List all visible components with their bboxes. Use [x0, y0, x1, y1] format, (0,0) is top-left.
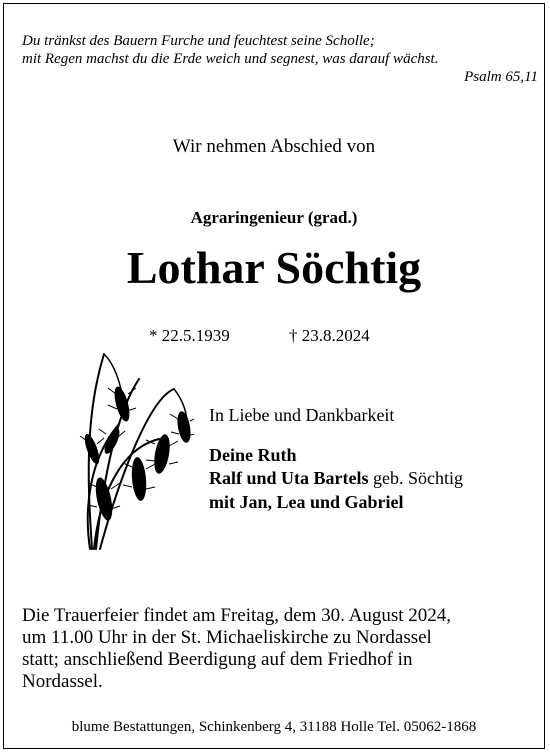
funeral-home-footer: blume Bestattungen, Schinkenberg 4, 31188 Holle Tel. 05062-1868 [71, 719, 477, 735]
service-line-3: statt; anschließend Beerdigung auf dem Friedhof in [22, 649, 413, 670]
deceased-name: Lothar Söchtig [126, 242, 422, 293]
mourner-spouse: Deine Ruth [209, 444, 297, 465]
bible-verse [22, 32, 538, 86]
service-line-1: Die Trauerfeier findet am Freitag, dem 30. August 2024, [22, 605, 452, 626]
mourner-maiden-name: geb. Söchtig [368, 468, 464, 488]
mourner-children: Ralf und Uta Bartels [209, 468, 369, 488]
service-line-4: Nordassel. [22, 671, 103, 692]
verse-line-1: Du tränkst des Bauern Furche und feuchtest seine Scholle; [22, 33, 375, 49]
mourner-line-1 [209, 444, 463, 468]
funeral-service-info [22, 605, 542, 693]
birth-date: * 22.5.1939 [149, 326, 230, 345]
mourner-line-2 [209, 467, 463, 491]
farewell-intro: Wir nehmen Abschied von [172, 136, 376, 157]
service-line-2: um 11.00 Uhr in der St. Michaeliskirche zu Nordassel [22, 627, 432, 648]
dedication-line: In Liebe und Dankbarkeit [209, 405, 395, 425]
verse-line-2: mit Regen machst du die Erde weich und segnest, was darauf wächst. [22, 51, 439, 67]
mourner-line-3 [209, 491, 463, 515]
death-date: † 23.8.2024 [289, 326, 370, 345]
obituary-notice [3, 3, 545, 749]
mourners-block [209, 404, 463, 514]
mourner-grandchildren: mit Jan, Lea und Gabriel [209, 491, 404, 512]
verse-reference: Psalm 65,11 [464, 69, 538, 85]
deceased-title: Agraringenieur (grad.) [190, 208, 358, 227]
grain-stalks-icon [64, 349, 194, 554]
